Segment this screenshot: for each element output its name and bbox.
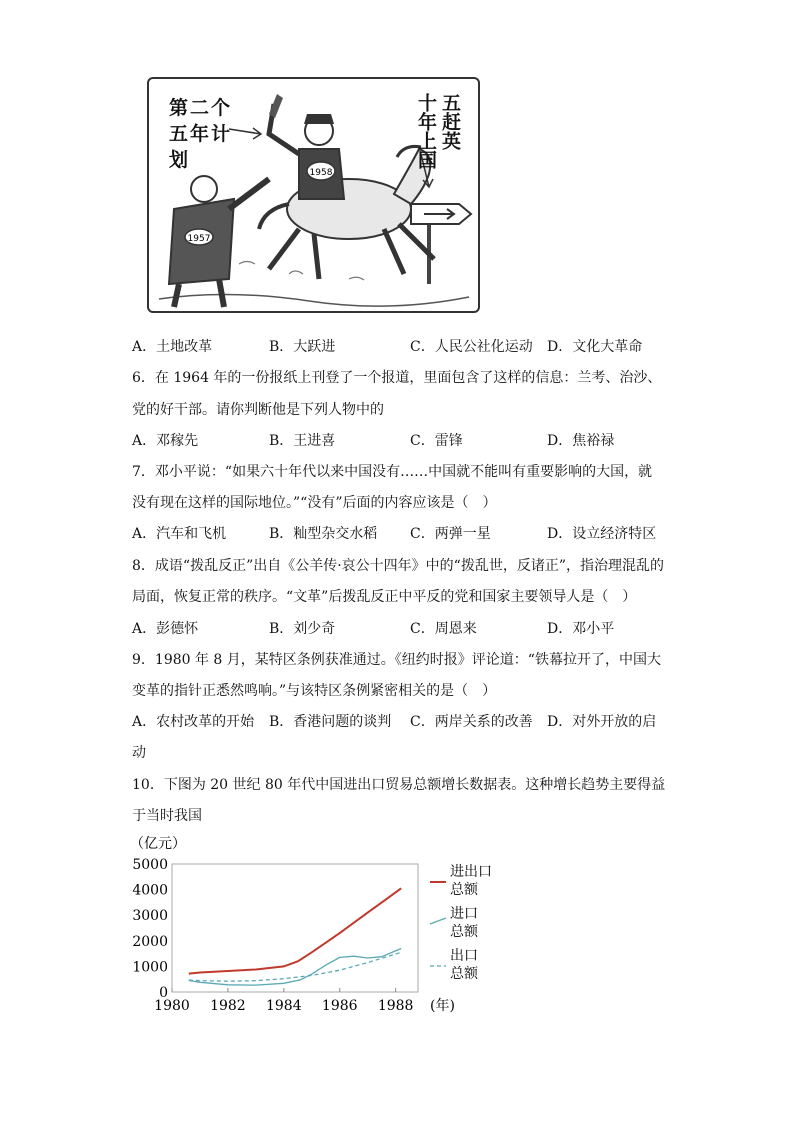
q6-stem-line2: 党的好干部。请你判断他是下列人物中的 <box>132 402 384 418</box>
q8-option-b[interactable]: B．刘少奇 <box>269 621 336 637</box>
cartoon-left-label-1: 第二个 <box>169 97 233 119</box>
q5-option-b[interactable]: B．大跃进 <box>269 339 336 355</box>
q8-stem-line1: 8．成语“拨乱反正”出自《公羊传·哀公十四年》中的“拨乱世，反诸正”，指治理混乱的 <box>132 558 664 574</box>
x-tick-label: 1988 <box>377 998 414 1014</box>
q7-stem-line1: 7．邓小平说：“如果六十年代以来中国没有……中国就不能叫有重要影响的大国，就 <box>132 464 653 480</box>
q8-option-d[interactable]: D．邓小平 <box>547 621 615 637</box>
x-tick-label: 1986 <box>321 998 358 1014</box>
trade-line-chart <box>120 830 520 1020</box>
q9-option-a[interactable]: A．农村改革的开始 <box>132 714 255 730</box>
q6-option-a[interactable]: A．邓稼先 <box>132 433 199 449</box>
q10-stem-line2: 于当时我国 <box>132 808 202 824</box>
series-line-1 <box>189 888 401 973</box>
y-tick-label: 3000 <box>132 908 168 925</box>
q8-stem-line2: 局面，恢复正常的秩序。“文革”后拨乱反正中平反的党和国家主要领导人是（ ） <box>132 589 637 605</box>
q9-option-d-wrap: 动 <box>132 745 146 761</box>
series-line-2 <box>189 949 401 986</box>
q9-stem-line2: 变革的指针正悉然鸣响。”与该特区条例紧密相关的是（ ） <box>132 683 497 699</box>
legend-label-2-line2: 总额 <box>450 924 478 940</box>
y-tick-label: 1000 <box>132 959 168 976</box>
q7-option-b[interactable]: B．籼型杂交水稻 <box>269 526 378 542</box>
legend-swatch-2 <box>430 918 446 924</box>
q7-stem-line2: 没有现在这样的国际地位。”“没有”后面的内容应该是（ ） <box>132 495 497 511</box>
left-badge: 1957 <box>187 234 211 244</box>
q6-option-b[interactable]: B．王进喜 <box>269 433 336 449</box>
x-tick-label: 1982 <box>210 998 246 1014</box>
cartoon-left-label-3: 划 <box>169 149 189 171</box>
y-tick-label: 5000 <box>132 857 168 873</box>
q9-option-d[interactable]: D．对外开放的启 <box>547 714 657 730</box>
legend-label-3-line2: 总额 <box>450 966 478 982</box>
rider-badge: 1958 <box>309 168 333 178</box>
q5-option-c[interactable]: C．人民公社化运动 <box>410 339 533 355</box>
q6-option-d[interactable]: D．焦裕禄 <box>547 433 615 449</box>
q5-option-d[interactable]: D．文化大革命 <box>547 339 643 355</box>
q5-option-a[interactable]: A．土地改革 <box>132 339 213 355</box>
legend-label-2-line1: 进口 <box>450 906 478 922</box>
x-tick-label: 1984 <box>265 998 302 1014</box>
legend-label-1-line2: 总额 <box>450 882 478 898</box>
cartoon-illustration <box>147 77 480 313</box>
y-tick-label: 0 <box>159 985 168 1001</box>
q9-option-c[interactable]: C．两岸关系的改善 <box>410 714 533 730</box>
q8-option-a[interactable]: A．彭德怀 <box>132 621 199 637</box>
y-tick-label: 2000 <box>132 933 168 950</box>
q8-option-c[interactable]: C．周恩来 <box>410 621 477 637</box>
cartoon-left-label-2: 五年计 <box>169 123 233 145</box>
x-tick-label: 1980 <box>154 998 190 1014</box>
chart-ylabel: （亿元） <box>130 836 186 852</box>
series-line-3 <box>189 952 401 981</box>
q9-stem-line1: 9．1980 年 8 月，某特区条例获准通过。《纽约时报》评论道：“铁幕拉开了，中国大 <box>132 652 661 668</box>
legend-label-3-line1: 出口 <box>450 948 478 964</box>
q9-option-b[interactable]: B．香港问题的谈判 <box>269 714 392 730</box>
q7-option-c[interactable]: C．两弹一星 <box>410 526 491 542</box>
legend-label-1-line1: 进出口 <box>450 864 492 880</box>
cartoon-right-label-1: 五赶英 <box>439 93 461 150</box>
y-tick-label: 4000 <box>132 882 168 899</box>
q6-stem-line1: 6．在 1964 年的一份报纸上刊登了一个报道，里面包含了这样的信息：兰考、治沙、 <box>132 370 662 386</box>
q7-option-a[interactable]: A．汽车和飞机 <box>132 526 227 542</box>
q6-option-c[interactable]: C．雷锋 <box>410 433 463 449</box>
chart-xlabel: (年) <box>430 998 455 1014</box>
q7-option-d[interactable]: D．设立经济特区 <box>547 526 657 542</box>
q10-stem-line1: 10．下图为 20 世纪 80 年代中国进出口贸易总额增长数据表。这种增长趋势主要得益 <box>132 777 666 793</box>
cartoon-right-label-2: 十年上国 <box>415 93 437 169</box>
